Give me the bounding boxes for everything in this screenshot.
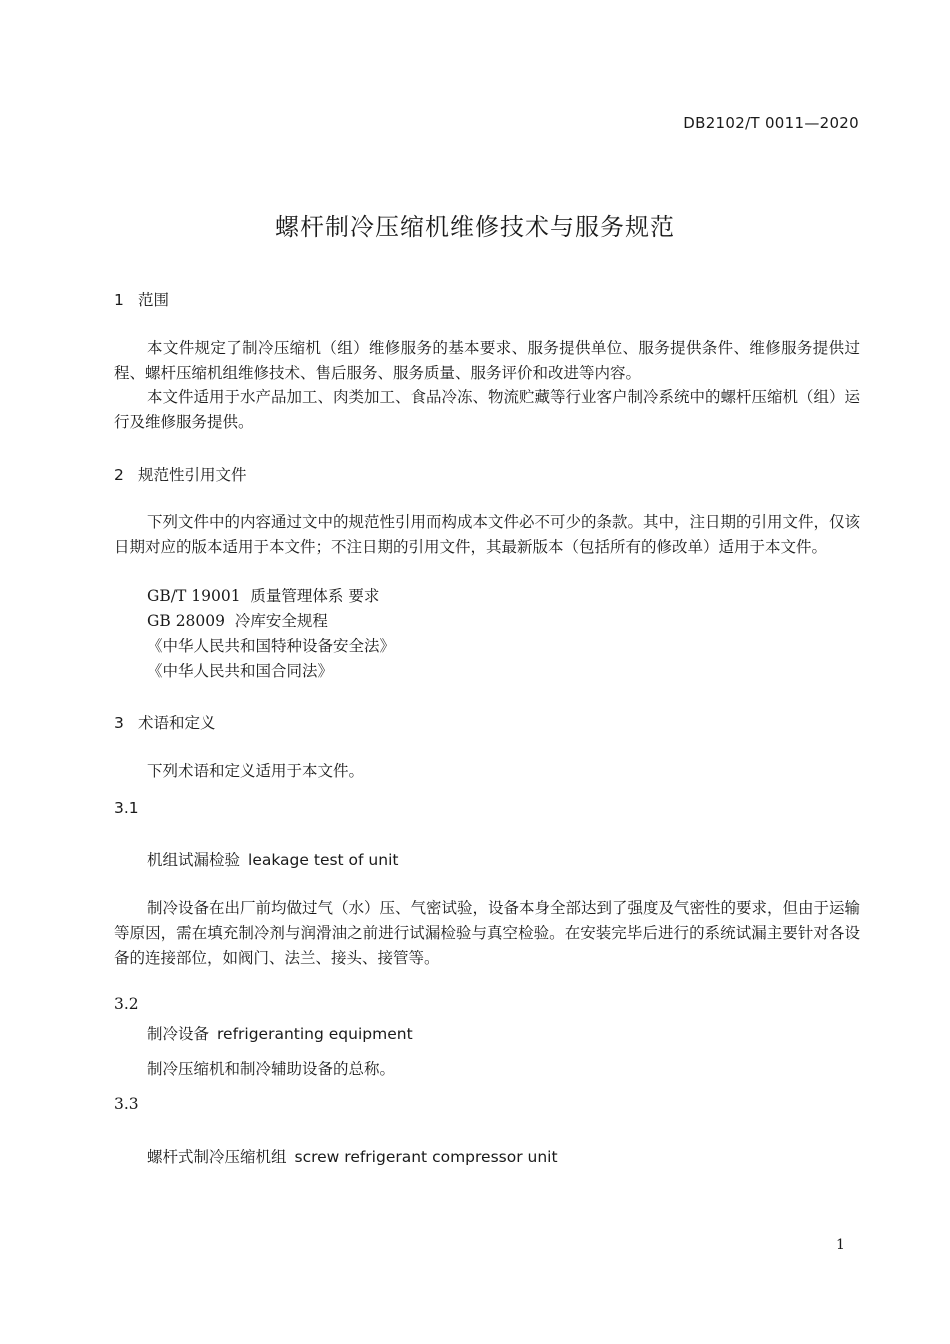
term-definition: 制冷设备在出厂前均做过气（水）压、气密试验，设备本身全部达到了强度及气密性的要求，但由于运输等原因，需在填充制冷剂与润滑油之前进行试漏检验与真空检验。在安装完毕后进行的系统试漏主要针对各设备的连接部位，如阀门、法兰、接头、接管等。 [114,899,861,967]
section-title: 范围 [138,291,170,309]
reference-item: 《中华人民共和国特种设备安全法》 [147,637,396,655]
reference-item: GB/T 19001 质量管理体系 要求 [147,587,380,605]
section-1-heading [114,288,169,310]
section-number: 1 [114,291,124,309]
document-title: 螺杆制冷压缩机维修技术与服务规范 [275,213,675,241]
document-code: DB2102/T 0011—2020 [683,114,859,132]
section-1-paragraph-1: 本文件规定了制冷压缩机（组）维修服务的基本要求、服务提供单位、服务提供条件、维修服务提供过程、螺杆压缩机组维修技术、售后服务、服务质量、服务评价和改进等内容。 [114,339,860,382]
clause-number: 3.1 [114,799,139,817]
term-title [147,848,398,870]
section-title: 规范性引用文件 [138,466,247,484]
page-number: 1 [836,1237,845,1253]
term-zh: 制冷设备 [147,1025,210,1043]
term-title [147,1022,413,1044]
term-title [147,1145,558,1167]
section-3-paragraph-1: 下列术语和定义适用于本文件。 [147,762,365,780]
term-en: refrigeranting equipment [217,1025,413,1043]
section-title: 术语和定义 [138,714,216,732]
term-definition: 制冷压缩机和制冷辅助设备的总称。 [147,1060,396,1078]
term-en: leakage test of unit [248,851,399,869]
section-3-heading [114,711,216,733]
reference-item: 《中华人民共和国合同法》 [147,662,334,680]
clause-number: 3.3 [114,1095,139,1113]
section-number: 3 [114,714,124,732]
reference-item: GB 28009 冷库安全规程 [147,612,328,630]
section-number: 2 [114,466,124,484]
section-2-paragraph-1: 下列文件中的内容通过文中的规范性引用而构成本文件必不可少的条款。其中，注日期的引用文件，仅该日期对应的版本适用于本文件；不注日期的引用文件，其最新版本（包括所有的修改单）适用于本文件。 [114,513,861,556]
section-2-heading [114,463,247,485]
section-1-paragraph-2: 本文件适用于水产品加工、肉类加工、食品冷冻、物流贮藏等行业客户制冷系统中的螺杆压缩机（组）运行及维修服务提供。 [114,388,861,431]
clause-number: 3.2 [114,995,139,1013]
term-zh: 螺杆式制冷压缩机组 [147,1148,287,1166]
term-zh: 机组试漏检验 [147,851,241,869]
term-en: screw refrigerant compressor unit [294,1148,558,1166]
